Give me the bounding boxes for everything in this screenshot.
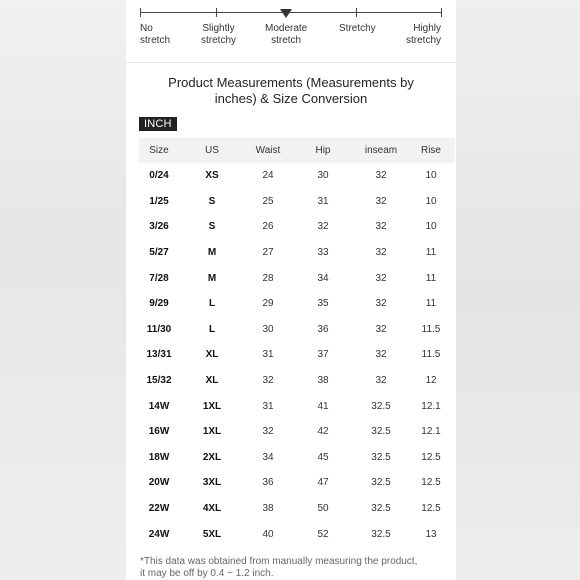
table-cell: 45	[317, 451, 329, 463]
stretch-tick	[140, 8, 141, 17]
table-cell: M	[207, 272, 217, 284]
table-cell: 32.5	[371, 503, 391, 515]
table-cell: 32	[262, 426, 274, 438]
table-cell: 33	[317, 247, 329, 259]
table-row	[139, 445, 455, 471]
table-row	[139, 214, 455, 240]
table-row	[139, 496, 455, 522]
table-cell: 35	[317, 298, 329, 310]
table-cell: 15/32	[146, 375, 172, 387]
table-row	[139, 393, 455, 419]
table-cell: L	[208, 323, 216, 335]
stretch-label-high: Highly stretchy	[406, 23, 442, 46]
table-cell: 32.5	[371, 528, 391, 540]
table-row	[139, 521, 455, 547]
page-title	[126, 75, 456, 107]
table-cell: 52	[317, 528, 329, 540]
table-cell: 47	[317, 477, 329, 489]
table-cell: 32.5	[371, 400, 391, 412]
column-header: inseam	[355, 138, 407, 163]
table-cell: 12.5	[421, 503, 441, 515]
table-cell: 3/26	[149, 221, 169, 233]
table-cell: 27	[262, 247, 274, 259]
table-cell: 32	[375, 375, 387, 387]
stretch-tick	[441, 8, 442, 17]
column-header: Waist	[245, 138, 291, 163]
table-cell: 13	[425, 528, 437, 540]
table-cell: 42	[317, 426, 329, 438]
table-cell: 1XL	[202, 426, 222, 438]
table-cell: 32	[375, 195, 387, 207]
table-cell: 32	[317, 221, 329, 233]
table-cell: 31	[262, 400, 274, 412]
table-cell: 32	[375, 170, 387, 182]
table-row	[139, 189, 455, 215]
table-row	[139, 163, 455, 189]
stretch-label-moderate: Moderate stretch	[265, 23, 308, 46]
table-cell: 11	[425, 272, 437, 284]
table-cell: 30	[317, 170, 329, 182]
table-cell: 32	[375, 247, 387, 259]
stretch-indicator-icon	[280, 9, 292, 18]
table-cell: 50	[317, 503, 329, 515]
table-cell: 12.1	[421, 400, 441, 412]
column-header: Hip	[291, 138, 355, 163]
title-line-1: Product Measurements (Measurements by	[168, 75, 414, 90]
table-cell: 24W	[148, 528, 170, 540]
table-cell: L	[208, 298, 216, 310]
table-cell: S	[208, 221, 216, 233]
table-cell: 1XL	[202, 400, 222, 412]
table-cell: 18W	[148, 451, 170, 463]
table-cell: 22W	[148, 503, 170, 515]
table-cell: 40	[262, 528, 274, 540]
table-cell: 7/28	[149, 272, 169, 284]
table-cell: 34	[262, 451, 274, 463]
stretch-tick	[356, 8, 357, 17]
table-row	[139, 265, 455, 291]
table-row	[139, 368, 455, 394]
table-cell: 13/31	[146, 349, 172, 361]
table-row	[139, 291, 455, 317]
table-cell: 37	[317, 349, 329, 361]
title-line-2: inches) & Size Conversion	[214, 91, 368, 106]
table-cell: 11/30	[146, 323, 172, 335]
table-header-row	[139, 138, 455, 163]
table-cell: 32	[375, 221, 387, 233]
table-cell: 11	[425, 298, 437, 310]
background-right	[456, 0, 580, 580]
table-cell: 4XL	[202, 503, 222, 515]
table-cell: 34	[317, 272, 329, 284]
table-cell: M	[207, 247, 217, 259]
table-row	[139, 419, 455, 445]
table-cell: 31	[262, 349, 274, 361]
footnote	[140, 556, 417, 580]
table-cell: 30	[262, 323, 274, 335]
table-cell: XS	[205, 170, 219, 182]
table-cell: 24	[262, 170, 274, 182]
table-cell: 29	[262, 298, 274, 310]
table-cell: XL	[205, 349, 219, 361]
table-cell: S	[208, 195, 216, 207]
table-cell: 32.5	[371, 451, 391, 463]
table-cell: 1/25	[149, 195, 169, 207]
table-cell: XL	[205, 375, 219, 387]
table-cell: 9/29	[149, 298, 169, 310]
table-cell: 32	[375, 298, 387, 310]
column-header: Rise	[407, 138, 455, 163]
table-cell: 10	[425, 170, 437, 182]
table-cell: 5/27	[149, 247, 169, 259]
table-cell: 10	[425, 221, 437, 233]
table-cell: 11.5	[421, 349, 441, 361]
column-header: Size	[139, 138, 179, 163]
table-cell: 32	[375, 349, 387, 361]
stretch-tick	[216, 8, 217, 17]
table-cell: 14W	[148, 400, 170, 412]
stretch-scale	[126, 0, 456, 63]
table-cell: 36	[317, 323, 329, 335]
table-row	[139, 240, 455, 266]
table-cell: 3XL	[202, 477, 222, 489]
footnote-line-1: *This data was obtained from manually measuring the product,	[140, 556, 418, 567]
column-header: US	[179, 138, 245, 163]
table-cell: 10	[425, 195, 437, 207]
table-cell: 32.5	[371, 426, 391, 438]
table-cell: 31	[317, 195, 329, 207]
table-cell: 38	[262, 503, 274, 515]
table-cell: 11	[425, 247, 437, 259]
table-cell: 32	[375, 272, 387, 284]
table-cell: 25	[262, 195, 274, 207]
table-cell: 12.5	[421, 477, 441, 489]
stretch-label-slight: Slightly stretchy	[201, 23, 237, 46]
table-cell: 16W	[148, 426, 170, 438]
table-row	[139, 317, 455, 343]
table-cell: 11.5	[421, 323, 441, 335]
stretch-label-none: No stretch	[140, 23, 171, 46]
table-cell: 12	[425, 375, 437, 387]
size-chart-card	[126, 0, 456, 580]
table-cell: 26	[262, 221, 274, 233]
table-cell: 32	[262, 375, 274, 387]
table-cell: 0/24	[149, 170, 169, 182]
table-cell: 41	[317, 400, 329, 412]
table-cell: 12.1	[421, 426, 441, 438]
table-cell: 12.5	[421, 451, 441, 463]
table-cell: 32	[375, 323, 387, 335]
table-body	[139, 163, 455, 547]
footnote-line-2: it may be off by 0.4 ~ 1.2 inch.	[140, 568, 274, 579]
size-table	[139, 138, 455, 547]
table-cell: 32.5	[371, 477, 391, 489]
table-cell: 5XL	[202, 528, 222, 540]
table-cell: 20W	[148, 477, 170, 489]
table-cell: 2XL	[202, 451, 222, 463]
table-row	[139, 470, 455, 496]
table-cell: 38	[317, 375, 329, 387]
table-row	[139, 342, 455, 368]
table-cell: 36	[262, 477, 274, 489]
stretch-label-stretchy: Stretchy	[339, 23, 376, 34]
unit-badge: INCH	[139, 117, 177, 131]
background-left	[0, 0, 126, 580]
table-cell: 28	[262, 272, 274, 284]
